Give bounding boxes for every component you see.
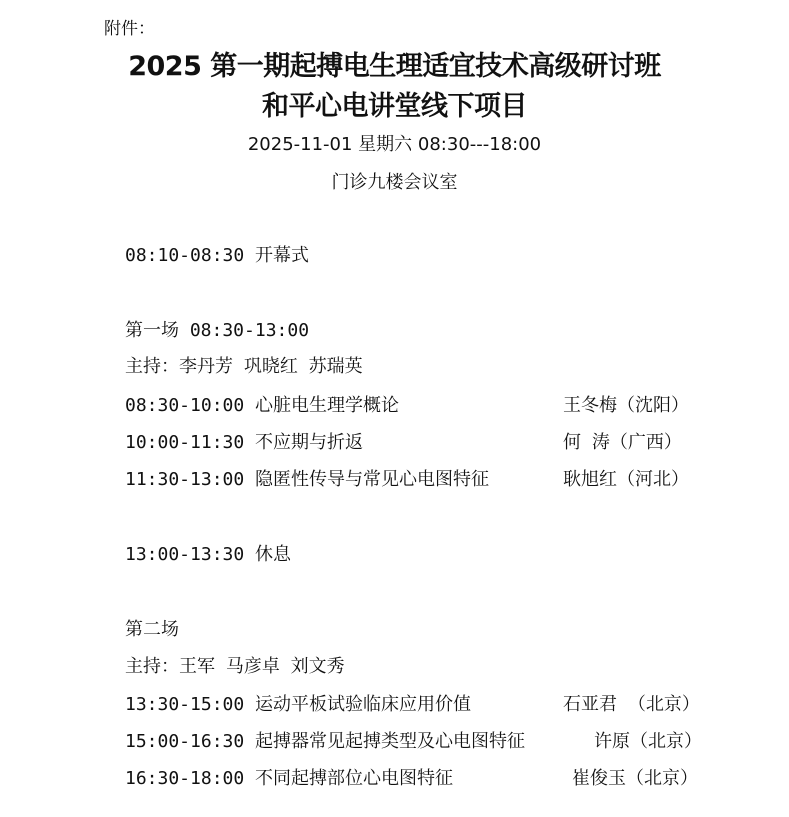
session2-hosts: 主持：王军 马彦卓 刘文秀 [125,656,345,677]
session1-talk-speaker: 何 涛（广西） [563,432,682,453]
session2-talk-speaker: 崔俊玉（北京） [572,768,698,789]
session2-talk-time-topic: 16:30-18:00 不同起搏部位心电图特征 [125,768,454,789]
session2-talk-speaker: 许原（北京） [594,731,702,752]
session2-heading: 第二场 [125,619,179,640]
session1-hosts: 主持：李丹芳 巩晓红 苏瑞英 [125,356,363,377]
session2-talk-speaker: 石亚君 （北京） [563,694,700,715]
session1-talk-speaker: 耿旭红（河北） [563,469,689,490]
session2-talk-time-topic: 13:30-15:00 运动平板试验临床应用价值 [125,694,472,715]
document-title-line1: 2025 第一期起搏电生理适宜技术高级研讨班 [128,51,661,82]
session1-talk-time-topic: 10:00-11:30 不应期与折返 [125,432,364,453]
event-date: 2025-11-01 星期六 08:30---18:00 [247,134,542,155]
session1-talk-time-topic: 08:30-10:00 心脏电生理学概论 [125,395,400,416]
opening-ceremony: 08:10-08:30 开幕式 [125,245,310,266]
event-venue: 门诊九楼会议室 [331,172,458,193]
break-time: 13:00-13:30 休息 [125,544,292,565]
session1-heading: 第一场 08:30-13:00 [125,320,310,341]
document-title-line2: 和平心电讲堂线下项目 [262,91,527,122]
session1-talk-time-topic: 11:30-13:00 隐匿性传导与常见心电图特征 [125,469,490,490]
session1-talk-speaker: 王冬梅（沈阳） [563,395,689,416]
attachment-label: 附件： [104,19,155,39]
session2-talk-time-topic: 15:00-16:30 起搏器常见起搏类型及心电图特征 [125,731,526,752]
